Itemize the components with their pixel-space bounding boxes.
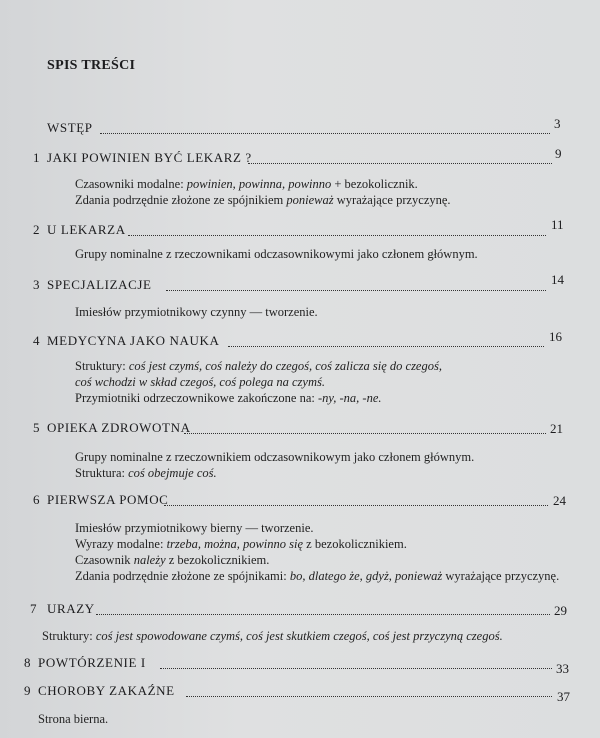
dot-leader [100,133,550,134]
dot-leader [160,668,552,669]
entry-label: U LEKARZA [47,222,126,237]
dot-leader [186,696,552,697]
entry-number: 2 [33,222,40,237]
entry-description: Strona bierna. [38,712,109,726]
dot-leader [128,235,546,236]
entry-page-number: 9 [555,146,562,161]
entry-number: 8 [24,655,31,670]
dot-leader [164,505,548,506]
entry-page-number: 11 [551,217,564,232]
entry-label: URAZY [47,601,95,616]
entry-page-number: 33 [556,661,569,676]
entry-page-number: 3 [554,116,561,131]
dot-leader [228,346,544,347]
entry-label: SPECJALIZACJE [47,277,152,292]
entry-description: Czasowniki modalne: powinien, powinna, powinno + bezokolicznik. Zdania podrzędnie złożone ze spójnikiem ponieważ wyrażające przyczynę. [75,177,451,207]
entry-number: 5 [33,420,40,435]
entry-label: PIERWSZA POMOC [47,492,169,507]
entry-description: Imiesłów przymiotnikowy bierny — tworzenie. Wyrazy modalne: trzeba, można, powinno się z bezokolicznikiem. Czasownik należy z bezokolicznikiem. Zdania podrzędnie złożone ze spójnikami: bo, dlatego że, gdyż, ponieważ wyrażające przyczynę. [75,521,560,583]
entry-page-number: 24 [553,493,566,508]
entry-description: Imiesłów przymiotnikowy czynny — tworzenie. [75,305,318,319]
entry-label: CHOROBY ZAKAŹNE [38,683,175,698]
entry-label: MEDYCYNA JAKO NAUKA [47,333,220,348]
entry-number: 4 [33,333,40,348]
dot-leader [248,163,552,164]
entry-label: OPIEKA ZDROWOTNA [47,420,191,435]
dot-leader [184,433,546,434]
entry-number: 9 [24,683,31,698]
dot-leader [96,614,550,615]
entry-description: Grupy nominalne z rzeczownikiem odczasownikowym jako członem głównym. Struktura: coś obejmuje coś. [75,450,475,480]
entry-number: 7 [30,601,37,616]
entry-label: WSTĘP [47,120,93,135]
entry-description: Struktury: coś jest spowodowane czymś, coś jest skutkiem czegoś, coś jest przyczyną czegoś. [42,629,503,643]
entry-description: Grupy nominalne z rzeczownikami odczasownikowymi jako członem głównym. [75,247,478,261]
entry-number: 6 [33,492,40,507]
dot-leader [166,290,546,291]
entry-label: POWTÓRZENIE I [38,655,146,670]
entry-page-number: 37 [557,689,570,704]
entry-page-number: 21 [550,421,563,436]
entry-number: 1 [33,150,40,165]
entry-description: Struktury: coś jest czymś, coś należy do czegoś, coś zalicza się do czegoś, coś wchodzi w skład czegoś, coś polega na czymś. Przymiotniki odrzeczownikowe zakończone na: -ny, -na, -ne. [75,359,442,405]
page-title: SPIS TREŚCI [47,58,136,73]
entry-page-number: 29 [554,603,567,618]
entry-label: JAKI POWINIEN BYĆ LEKARZ ? [47,150,252,165]
entry-page-number: 14 [551,272,564,287]
entry-page-number: 16 [549,329,562,344]
entry-number: 3 [33,277,40,292]
